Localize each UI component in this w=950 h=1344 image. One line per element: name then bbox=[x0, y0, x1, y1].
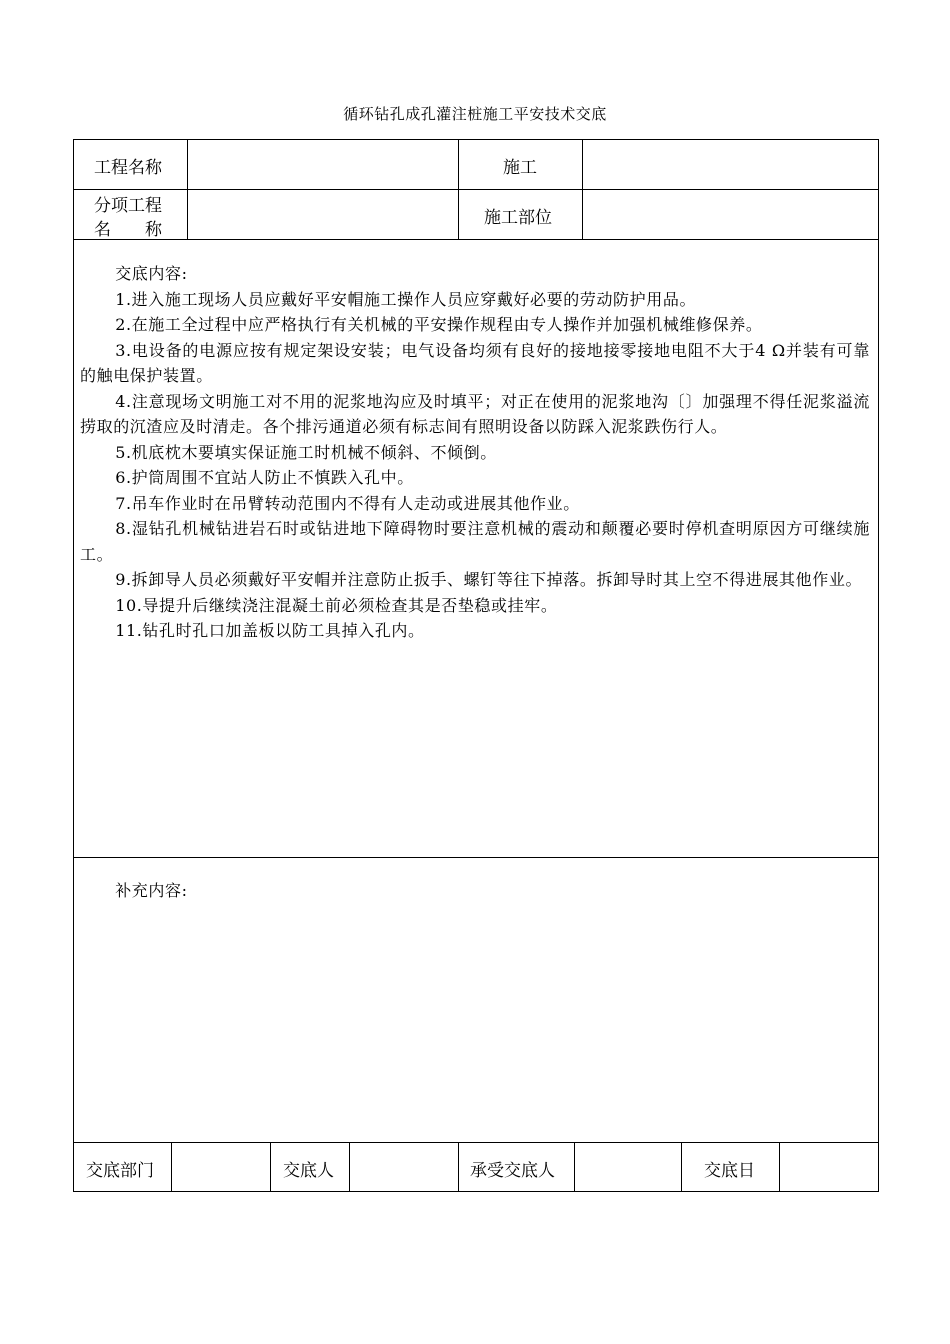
disclosure-item-6: 6.护筒周围不宜站人防止不慎跌入孔中。 bbox=[115, 468, 414, 487]
row-divider-3 bbox=[73, 857, 879, 858]
document-title: 循环钻孔成孔灌注桩施工平安技术交底 bbox=[343, 105, 607, 123]
disclosure-item-10: 10.导提升后继续浇注混凝土前必须检查其是否垫稳或挂牢。 bbox=[115, 595, 558, 615]
row-divider-1 bbox=[73, 189, 879, 190]
table-border-bottom bbox=[73, 1191, 879, 1192]
row-divider-4 bbox=[73, 1142, 879, 1143]
project-name-label: 工程名称 bbox=[94, 158, 162, 178]
supplement-content[interactable] bbox=[80, 878, 870, 904]
footer-col-divider-3 bbox=[349, 1142, 350, 1191]
construction-part-label: 施工部位 bbox=[484, 208, 552, 228]
table-border-left bbox=[73, 139, 74, 1192]
disclosure-item-11: 11.钻孔时孔口加盖板以防工具掉入孔内。 bbox=[115, 621, 425, 640]
construction-label: 施工 bbox=[503, 158, 537, 178]
row-divider-2 bbox=[73, 239, 879, 240]
disclosure-item-7: 7.吊车作业时在吊臂转动范围内不得有人走动或进展其他作业。 bbox=[115, 493, 580, 513]
receiver-label: 承受交底人 bbox=[470, 1161, 555, 1181]
dept-label: 交底部门 bbox=[86, 1161, 154, 1181]
footer-col-divider-2 bbox=[270, 1142, 271, 1191]
sub-project-label-line2: 名 称 bbox=[94, 220, 162, 240]
footer-col-divider-6 bbox=[681, 1142, 682, 1191]
disclosure-item-2: 2.在施工全过程中应严格执行有关机械的平安操作规程由专人操作并加强机械维修保养。 bbox=[115, 315, 763, 334]
sub-project-label-line1: 分项工程 bbox=[94, 196, 162, 216]
table-border-top bbox=[73, 139, 879, 140]
footer-col-divider-1 bbox=[171, 1142, 172, 1191]
discloser-label: 交底人 bbox=[283, 1161, 334, 1181]
disclosure-item-4: 4.注意现场文明施工对不用的泥浆地沟应及时填平；对正在使用的泥浆地沟〔〕加强理不得任泥浆溢流捞取的沉渣应及时清走。各个排污通道必须有标志间有照明设备以防踩入泥浆跌伤行人。 bbox=[80, 391, 870, 436]
footer-col-divider-5 bbox=[574, 1142, 575, 1191]
supplement-heading: 补充内容: bbox=[115, 881, 188, 900]
footer-col-divider-4 bbox=[458, 1142, 459, 1191]
footer-col-divider-7 bbox=[779, 1142, 780, 1191]
header-col-divider-1 bbox=[187, 139, 188, 239]
date-label: 交底日 bbox=[704, 1161, 755, 1181]
header-col-divider-3 bbox=[582, 139, 583, 239]
disclosure-item-3: 3.电设备的电源应按有规定架设安装；电气设备均须有良好的接地接零接地电阻不大于4 Ω并装有可靠的触电保护装置。 bbox=[80, 340, 870, 385]
disclosure-heading: 交底内容: bbox=[115, 264, 188, 283]
disclosure-item-9: 9.拆卸导人员必须戴好平安帽并注意防止扳手、螺钉等往下掉落。拆卸导时其上空不得进展其他作业。 bbox=[115, 570, 863, 589]
table-border-right bbox=[878, 139, 879, 1192]
disclosure-item-5: 5.机底枕木要填实保证施工时机械不倾斜、不倾倒。 bbox=[115, 442, 497, 462]
header-col-divider-2 bbox=[458, 139, 459, 239]
disclosure-item-1: 1.进入施工现场人员应戴好平安帽施工操作人员应穿戴好必要的劳动防护用品。 bbox=[115, 289, 697, 309]
disclosure-item-8: 8.湿钻孔机械钻进岩石时或钻进地下障碍物时要注意机械的震动和颠覆必要时停机查明原因方可继续施工。 bbox=[80, 519, 870, 564]
disclosure-content bbox=[80, 261, 870, 644]
